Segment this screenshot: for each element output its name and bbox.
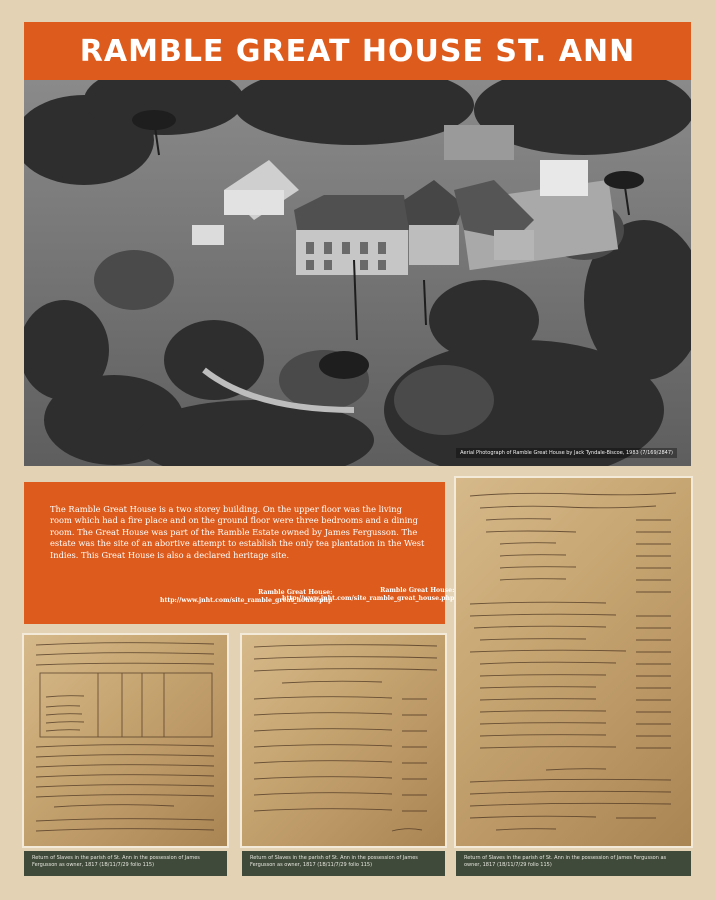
document-caption-3: Return of Slaves in the parish of St. Ann in the possession of James Fergusson as owner, 1817 (1B/11/7/29 folio 115) xyxy=(456,851,691,876)
handwriting-lines-1 xyxy=(24,635,227,846)
aerial-photograph xyxy=(24,80,691,466)
handwritten-document-2 xyxy=(242,635,445,846)
source-link-left-label: Ramble Great House: xyxy=(258,589,333,596)
info-description: The Ramble Great House is a two storey building. On the upper floor was the living room which had a fire place and on the ground floor were three bedrooms and a dining room. The Great House was part of the Ramble Estate owned by James Fergusson. The estate was the site of an abortive attempt to establish the only tea plantation in the West Indies. This Great House is also a declared heritage site. xyxy=(50,504,425,560)
aerial-photo-illustration xyxy=(24,80,691,466)
page-title: RAMBLE GREAT HOUSE ST. ANN xyxy=(24,22,691,80)
handwritten-document-1 xyxy=(24,635,227,846)
source-link-right[interactable] xyxy=(282,587,454,602)
info-panel xyxy=(24,482,455,624)
handwriting-lines-2 xyxy=(242,635,445,846)
handwritten-document-large xyxy=(456,478,691,846)
photo-caption: Aerial Photograph of Ramble Great House by Jack Tyndale-Biscoe, 1983 (7/169/2847) xyxy=(456,448,677,458)
document-caption-2: Return of Slaves in the parish of St. Ann in the possession of James Fergusson as owner, 1817 (1B/11/7/29 folio 115) xyxy=(242,851,445,876)
source-link-left-url[interactable]: http://www.jnht.com/site_ramble_great_house.php xyxy=(160,596,333,604)
source-link-right-url[interactable]: http://www.jnht.com/site_ramble_great_house.php xyxy=(282,594,455,602)
source-link-right-label: Ramble Great House: xyxy=(380,587,455,594)
document-caption-1: Return of Slaves in the parish of St. Ann in the possession of James Fergusson as owner, 1817 (1B/11/7/29 folio 115) xyxy=(24,851,227,876)
handwriting-lines xyxy=(456,478,691,846)
